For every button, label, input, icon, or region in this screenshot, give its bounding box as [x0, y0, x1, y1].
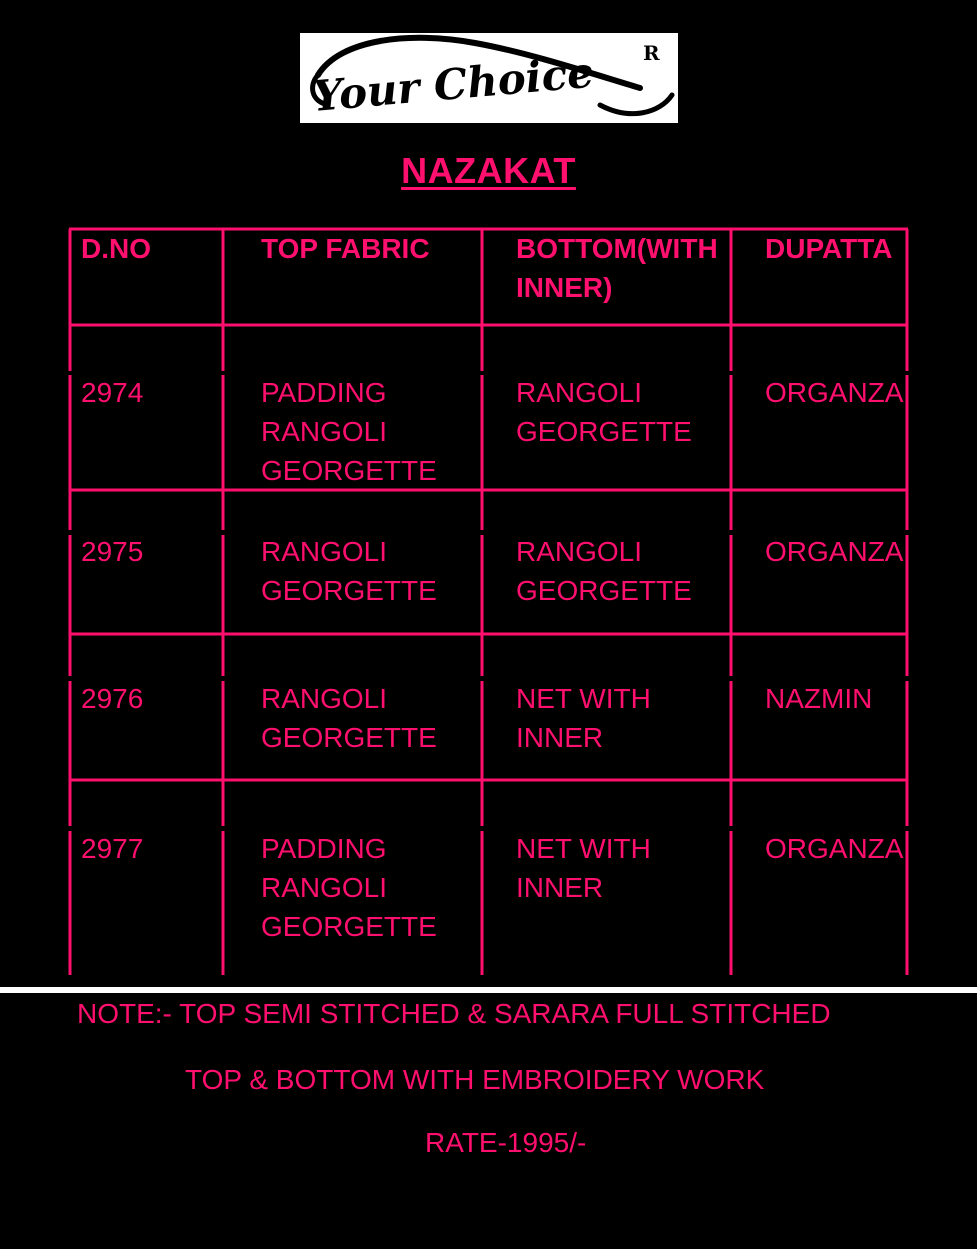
- table-row-2-dno: 2975: [81, 536, 144, 567]
- rate-text: RATE-1995/-: [425, 1127, 587, 1158]
- section-divider: [0, 987, 977, 993]
- table-row-3-dupatta: NAZMIN: [765, 683, 873, 714]
- table-row-4-dupatta: ORGANZA: [765, 833, 904, 864]
- table-row-2-top-fabric: RANGOLI GEORGETTE: [261, 536, 437, 606]
- note-embroidery: TOP & BOTTOM WITH EMBROIDERY WORK: [185, 1064, 765, 1095]
- table-row-1-dno: 2974: [81, 377, 144, 408]
- table-row-3-bottom: NET WITH INNER: [516, 683, 651, 753]
- table-row-4-top-fabric: PADDING RANGOLI GEORGETTE: [261, 833, 437, 942]
- brand-logo: [300, 33, 678, 123]
- note-stitching: NOTE:- TOP SEMI STITCHED & SARARA FULL STITCHED: [77, 998, 831, 1029]
- table-row-3-top-fabric: RANGOLI GEORGETTE: [261, 683, 437, 753]
- table-row-1-dupatta: ORGANZA: [765, 377, 904, 408]
- header-dno: D.NO: [81, 233, 151, 264]
- header-bottom: BOTTOM(WITH INNER): [516, 233, 718, 303]
- page-title: NAZAKAT: [401, 150, 576, 191]
- brand-logo-text: Your Choice: [310, 47, 596, 121]
- header-top-fabric: TOP FABRIC: [261, 233, 430, 264]
- table-row-1-top-fabric: PADDING RANGOLI GEORGETTE: [261, 377, 437, 486]
- table-row-4-bottom: NET WITH INNER: [516, 833, 651, 903]
- table-row-2-bottom: RANGOLI GEORGETTE: [516, 536, 692, 606]
- header-dupatta: DUPATTA: [765, 233, 893, 264]
- table-row-1-bottom: RANGOLI GEORGETTE: [516, 377, 692, 447]
- table-row-3-dno: 2976: [81, 683, 144, 714]
- registered-mark: R: [643, 41, 660, 65]
- table-row-4-dno: 2977: [81, 833, 144, 864]
- brand-logo-graphic: [300, 33, 678, 123]
- table-row-2-dupatta: ORGANZA: [765, 536, 904, 567]
